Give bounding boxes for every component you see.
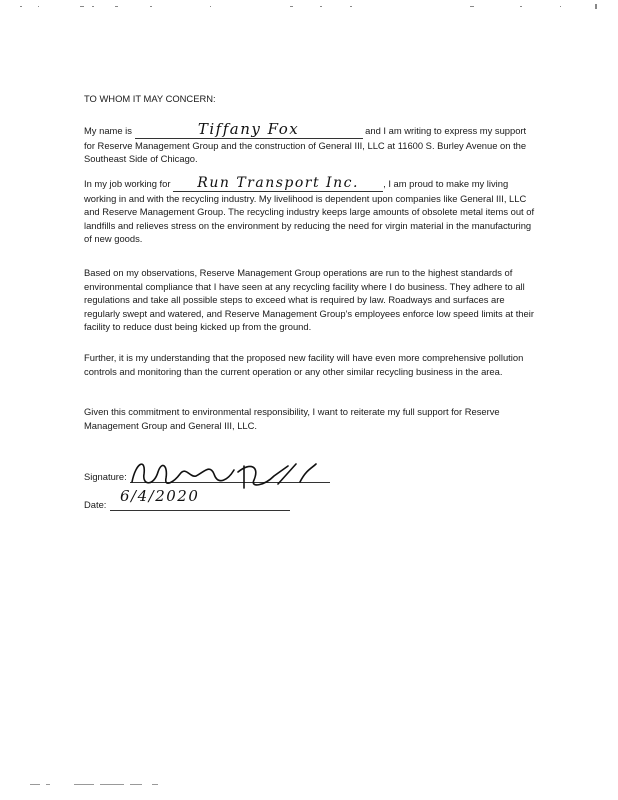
- signature-block: [84, 452, 404, 522]
- scan-artifact-top: [20, 4, 605, 10]
- intro-body-text: and I am writing to express my support for Reserve Management Group and the construction of General III, LLC at 11600 S. Burley Avenue on the Southeast Side of Chicago.: [84, 125, 527, 165]
- paragraph-employment: [84, 177, 536, 246]
- employment-body-text: , I am proud to make my living working in and with the recycling industry. My livelihood is dependent upon companies like General III, LLC and Reserve Management Group. The recycling industry keeps large amounts of obsolete metal items out of landfills and relieves stress on the environment by reducing the need for virgin material in the manufacturing of new goods.: [84, 178, 535, 245]
- paragraph-closing: Given this commitment to environmental responsibility, I want to reiterate my full support for Reserve Management Group and General III, LLC.: [84, 406, 500, 431]
- handwritten-name: Tiffany Fox: [197, 120, 300, 138]
- scan-artifact-bottom: [30, 782, 180, 788]
- date-line: [110, 510, 290, 511]
- date-label: Date:: [84, 499, 107, 510]
- intro-lead-text: My name is: [84, 125, 132, 136]
- handwritten-company: Run Transport Inc.: [197, 175, 359, 191]
- signature-label: Signature:: [84, 471, 127, 482]
- company-field: [173, 177, 383, 192]
- employment-lead-text: In my job working for: [84, 178, 171, 189]
- salutation: TO WHOM IT MAY CONCERN:: [84, 93, 216, 104]
- name-field: [135, 120, 363, 139]
- handwritten-date: 6/4/2020: [120, 487, 200, 505]
- paragraph-observations: Based on my observations, Reserve Management Group operations are run to the highest standards of environmental compliance that I have seen at any recycling facility where I do business. They adhere to all regulations and take all possible steps to exceed what is required by law. Roadways and surfaces are regularly swept and watered, and Reserve Management Group's employees enforce low speed limits at their facility to reduce dust being kicked up from the ground.: [84, 267, 534, 333]
- paragraph-new-facility: Further, it is my understanding that the proposed new facility will have even more comprehensive pollution controls and monitoring than the current operation or any other similar recycling business in the area.: [84, 352, 524, 377]
- paragraph-introduction: [84, 120, 536, 166]
